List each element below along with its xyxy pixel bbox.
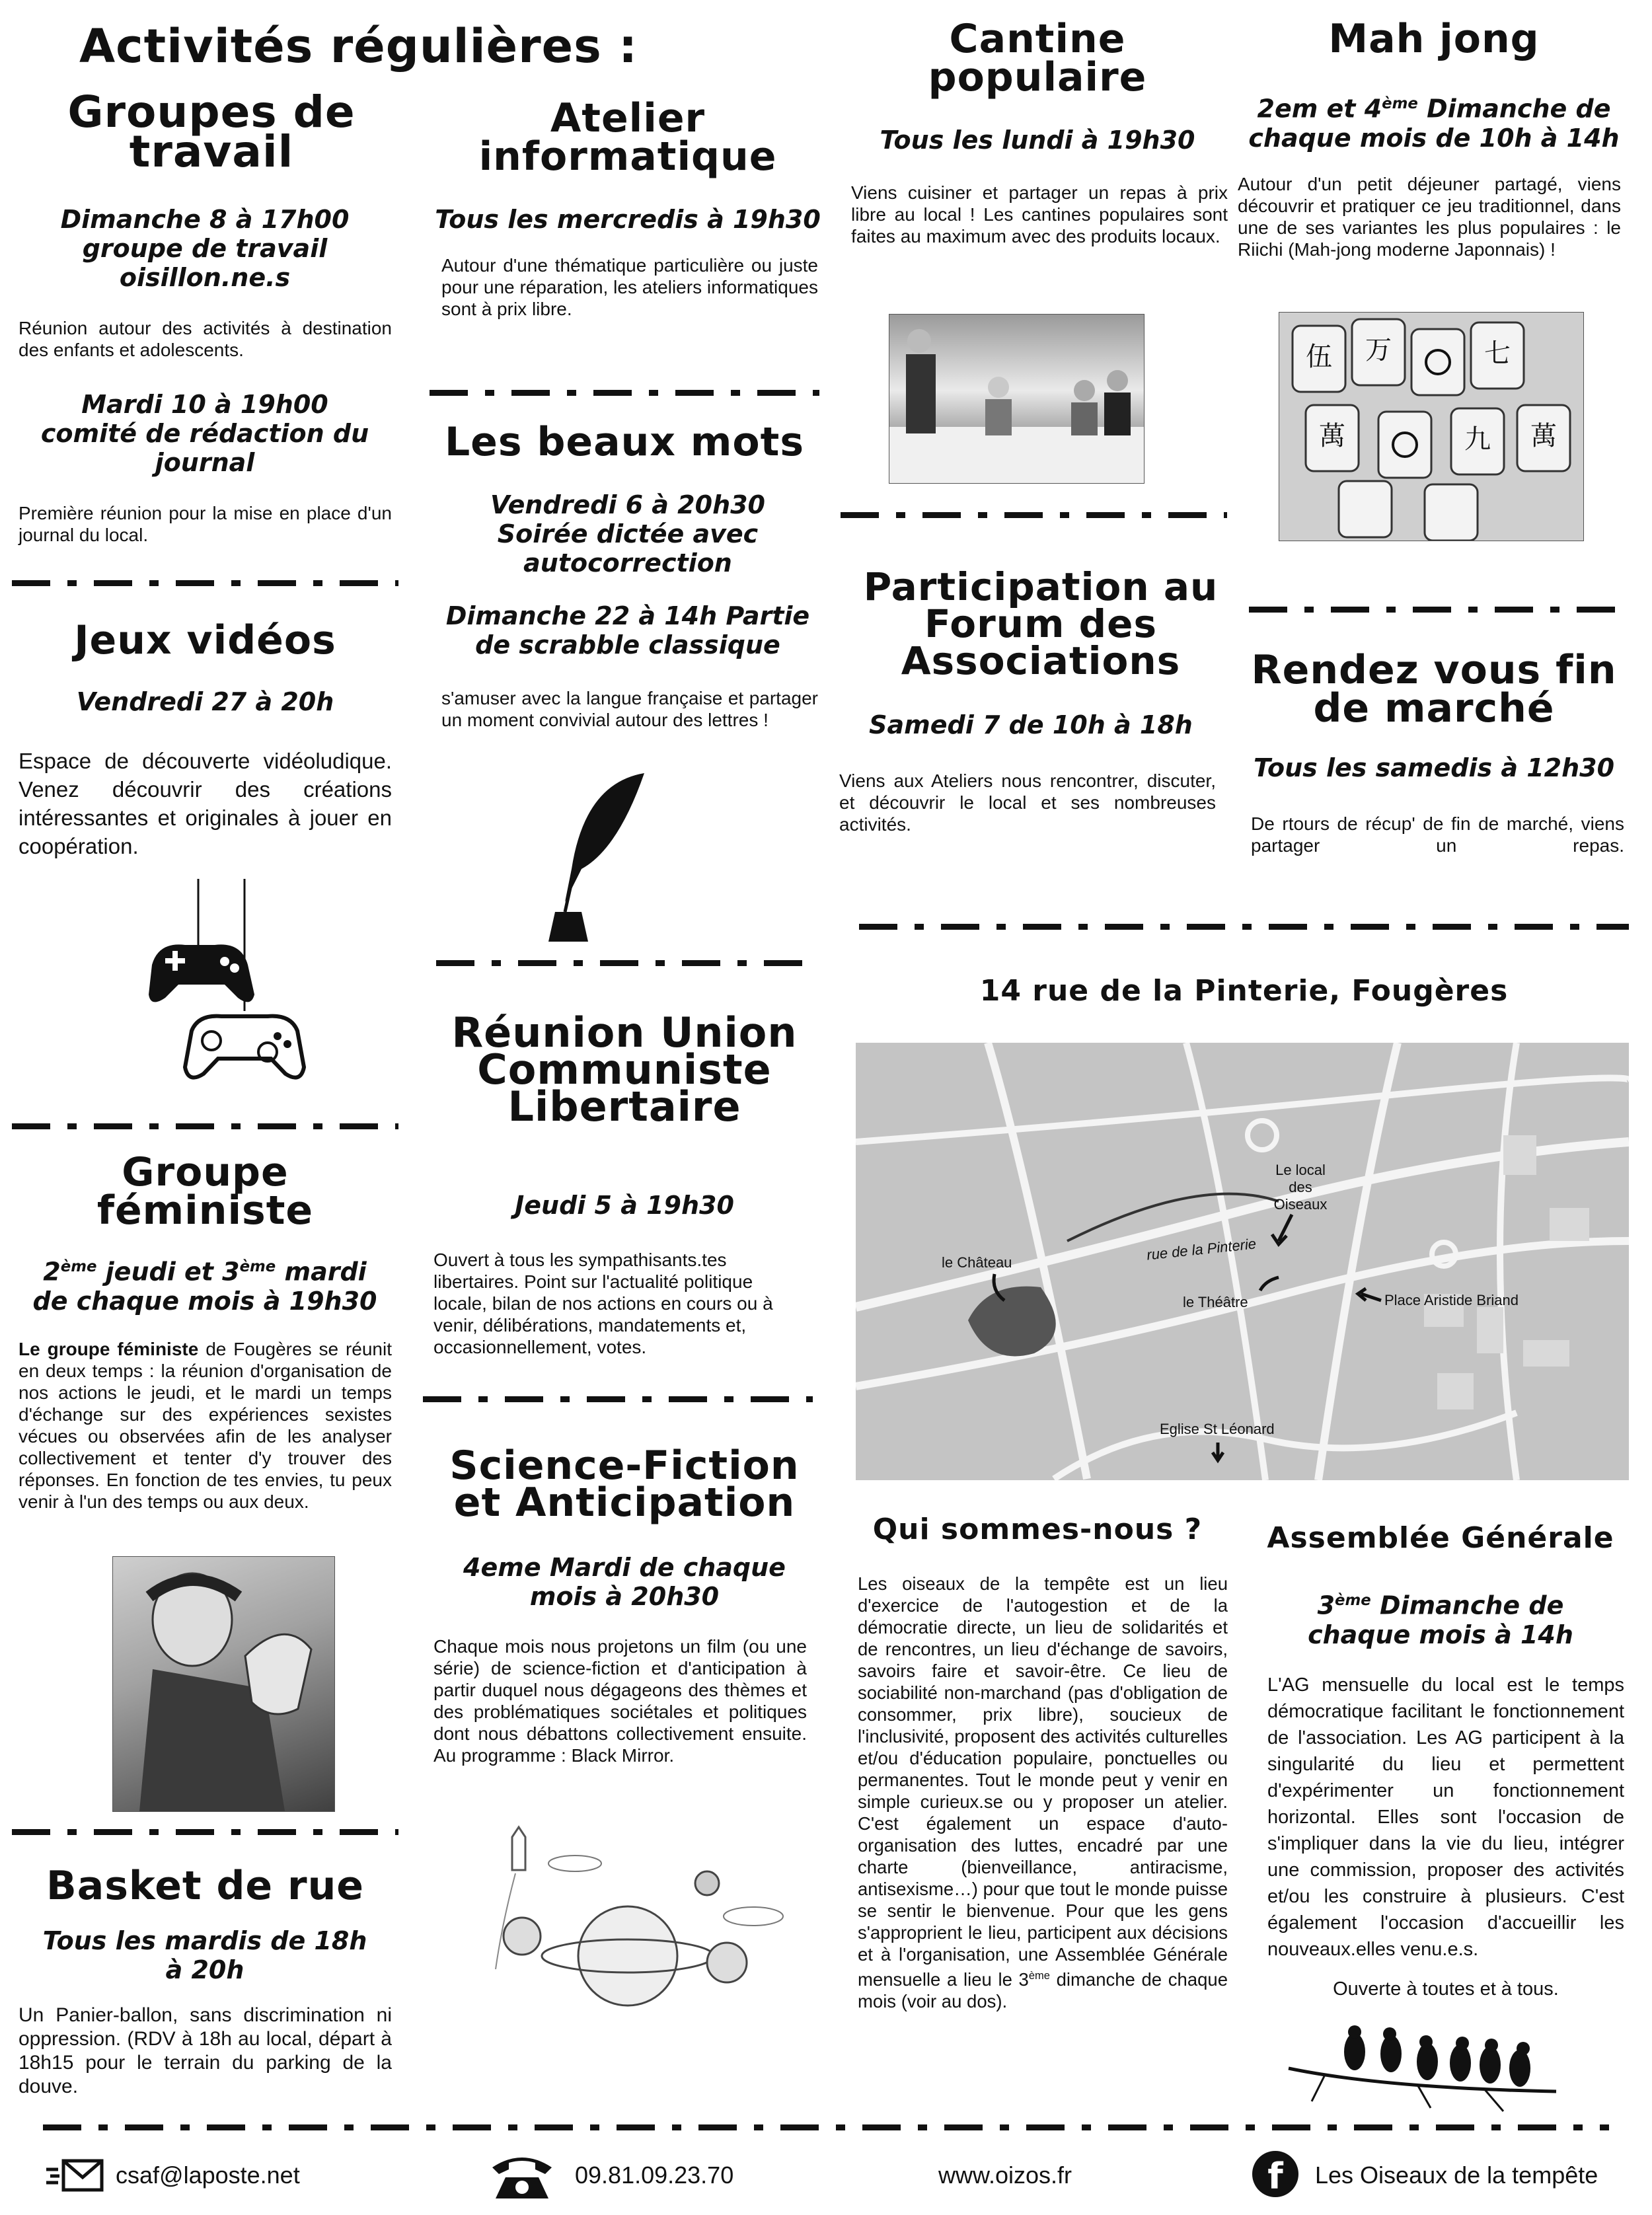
cantine-title: Cantine populaire [928, 16, 1147, 100]
mahjong-photo [1279, 312, 1584, 541]
separator [1249, 607, 1629, 613]
svg-text:伍: 伍 [1306, 342, 1332, 371]
separator [423, 1396, 813, 1402]
mahjong-desc: Autour d'un petit déjeuner partagé, viens découvrir et pratiquer ce jeu traditionnel, dans une de ses variantes les plus populaires : le Riichi (Mah-jong moderne Japonnais) ! [1238, 174, 1621, 260]
qui-title: Qui sommes-nous ? [872, 1513, 1203, 1546]
phone-icon [489, 2151, 555, 2200]
separator [436, 960, 813, 966]
ucl-desc: Ouvert à tous les sympathisants.tes libertaires. Point sur l'actualité politique locale, bilan de nos actions en cours ou à venir, délibérations, mandatements et, occasionnellement, votes. [433, 1250, 773, 1357]
page-title: Activités régulières : [79, 19, 638, 73]
feministe-title: Groupe féministe [96, 1149, 314, 1234]
map-label-eglise: Eglise St Léonard [1160, 1421, 1275, 1437]
footer-separator [43, 2124, 1609, 2130]
rdv-title: Rendez vous fin de marché [1251, 647, 1617, 732]
basket-date: Tous les mardis de 18h à 20h [42, 1926, 367, 1984]
svg-text:萬: 萬 [1319, 422, 1345, 451]
map-label-local: Le local des Oiseaux [1273, 1162, 1328, 1213]
svg-text:萬: 萬 [1530, 422, 1557, 451]
jeux-title: Jeux vidéos [74, 617, 336, 663]
ucl-date: Jeudi 5 à 19h30 [515, 1191, 734, 1220]
sf-date: 4eme Mardi de chaque mois à 20h30 [463, 1553, 786, 1611]
mahjong-title: Mah jong [1328, 16, 1540, 62]
groupes-date2: Mardi 10 à 19h00 comité de rédaction du journal [40, 390, 369, 477]
atelier-title: Atelier informatique [478, 95, 777, 180]
planets-illustration [449, 1824, 793, 2022]
facebook-icon: f [1252, 2151, 1298, 2197]
sf-desc: Chaque mois nous projetons un film (ou une série) de science-fiction et d'anticipation à partir duquel nous dégageons des thèmes et des problématiques sociétales et politiques dont nous débattons collectivement ensuite. Au programme : Black Mirror. [433, 1636, 807, 1766]
separator [841, 512, 1227, 518]
svg-text:九: 九 [1464, 425, 1491, 454]
map-label-theatre: le Théâtre [1183, 1294, 1248, 1310]
beaux-date2: Dimanche 22 à 14h Partie de scrabble classique [445, 601, 810, 659]
groupes-desc1: Réunion autour des activités à destination des enfants et adolescents. [19, 318, 392, 360]
groupes-desc2: Première réunion pour la mise en place d'un journal du local. [19, 503, 392, 545]
separator [12, 580, 398, 586]
ag-closing: Ouverte à toutes et à tous. [1333, 1978, 1559, 2000]
email-icon [45, 2158, 104, 2194]
rdv-desc: De rtours de récup' de fin de marché, viens partager un repas. [1251, 813, 1624, 856]
svg-text:万: 万 [1365, 336, 1392, 365]
cantine-desc: Viens cuisiner et partager un repas à prix libre au local ! Les cantines populaires sont faites au maximum avec des produits locaux. [851, 182, 1228, 246]
map-arrows [856, 1043, 1629, 1480]
svg-text:七: 七 [1484, 339, 1511, 368]
ag-date: 3ème Dimanche de chaque mois à 14h [1308, 1591, 1573, 1649]
groupes-date1: Dimanche 8 à 17h00 groupe de travail oisillon.ne.s [60, 205, 350, 292]
map-label-street: rue de la Pinterie [1146, 1235, 1258, 1263]
quill-icon [545, 770, 657, 942]
groupes-title: Groupes de travail [67, 87, 356, 177]
qui-desc: Les oiseaux de la tempête est un lieu d'exercice de l'autogestion et de la démocratie directe, un lieu de solidarités et de rencontres, un lieu d'échange de savoirs, savoirs faire et savoir-être. Ce lieu de sociabilité non-marchand (pas d'obligation de consommer, prix libre), soucieux de l'inclusivité, proposent des activités culturelles et/ou d'éducation populaire, ponctuelles ou permanentes. Tout le monde peut y venir en simple curieux.se ou y proposer un atelier. C'est également un espace d'auto-organisation des luttes, encadré par une charte (bienveillance, antiracisme, antisexisme…) pour que tout le monde puisse se sentir le bienvenue. Pour que les gens s'approprient le lieu, participent aux décisions et à l'organisation, une Assemblée Générale mensuelle a lieu le 3ème dimanche de chaque mois (voir au dos). [858, 1573, 1228, 2012]
forum-title: Participation au Forum des Associations [863, 564, 1219, 683]
beaux-date1: Vendredi 6 à 20h30 Soirée dictée avec autocorrection [490, 490, 765, 578]
ucl-title: Réunion Union Communiste Libertaire [451, 1008, 798, 1131]
atelier-date: Tous les mercredis à 19h30 [435, 205, 821, 234]
basket-title: Basket de rue [46, 1863, 365, 1909]
footer-website[interactable]: www.oizos.fr [938, 2161, 1072, 2189]
forum-date: Samedi 7 de 10h à 18h [869, 710, 1193, 739]
separator [12, 1829, 398, 1835]
separator [12, 1123, 398, 1129]
address: 14 rue de la Pinterie, Fougères [979, 974, 1509, 1008]
sf-title: Science-Fiction et Anticipation [449, 1443, 800, 1526]
jeux-date: Vendredi 27 à 20h [76, 687, 334, 716]
map-label-place: Place Aristide Briand [1384, 1292, 1519, 1308]
rdv-date: Tous les samedis à 12h30 [1253, 753, 1615, 782]
feministe-date: 2ème jeudi et 3ème mardi de chaque mois à 19h30 [32, 1257, 377, 1316]
separator [859, 924, 1629, 930]
ag-title: Assemblée Générale [1267, 1521, 1614, 1555]
footer-facebook[interactable]: Les Oiseaux de la tempête [1315, 2161, 1598, 2189]
map [856, 1043, 1629, 1480]
mahjong-date: 2em et 4ème Dimanche de chaque mois de 10h à 14h [1248, 94, 1620, 153]
feministe-desc: Le groupe féministe de Fougères se réunit en deux temps : la réunion d'organisation de nos actions le jeudi, et le mardi un temps d'échange sur des expériences sexistes vécues ou observées afin de les analyser collectivement et tenter d'y trouver des réponses. En fonction de tes envies, tu peux venir à l'un des temps ou aux deux. [19, 1339, 392, 1512]
gamepad-icon [139, 879, 311, 1097]
jeux-desc: Espace de découverte vidéoludique. Venez découvrir des créations intéressantes et originales à jouer en coopération. [19, 749, 392, 858]
birds-on-branch-illustration [1285, 2022, 1563, 2115]
beaux-desc: s'amuser avec la langue française et partager un moment convivial autour des lettres ! [441, 688, 818, 730]
forum-desc: Viens aux Ateliers nous rencontrer, discuter, et découvrir le local et ses nombreuses activités. [839, 770, 1216, 835]
footer-email[interactable]: csaf@laposte.net [116, 2161, 300, 2189]
beaux-title: Les beaux mots [444, 419, 805, 465]
separator [430, 390, 819, 396]
footer-phone[interactable]: 09.81.09.23.70 [575, 2161, 734, 2189]
ag-desc: L'AG mensuelle du local est le temps démocratique facilitant le fonctionnement de l'association. Les AG participent à la singularité du lieu et permettent d'expérimenter un fonctionnement horizontal. Elles sont l'occasion de s'impliquer dans la vie du lieu, intégrer une commission, proposer des activités et/ou les construire à plusieurs. C'est également l'occasion d'accueillir les nouveaux.elles venu.e.s. [1267, 1674, 1624, 1960]
feminist-poster-image [112, 1556, 335, 1812]
basket-desc: Un Panier-ballon, sans discrimination ni oppression. (RDV à 18h au local, départ à 18h15 pour le terrain du parking de la douve. [19, 2004, 392, 2097]
atelier-desc: Autour d'une thématique particulière ou juste pour une réparation, les ateliers informatiques sont à prix libre. [441, 255, 818, 319]
cantine-date: Tous les lundi à 19h30 [880, 126, 1195, 155]
dinner-photo [889, 314, 1145, 484]
map-label-chateau: le Château [942, 1254, 1012, 1271]
